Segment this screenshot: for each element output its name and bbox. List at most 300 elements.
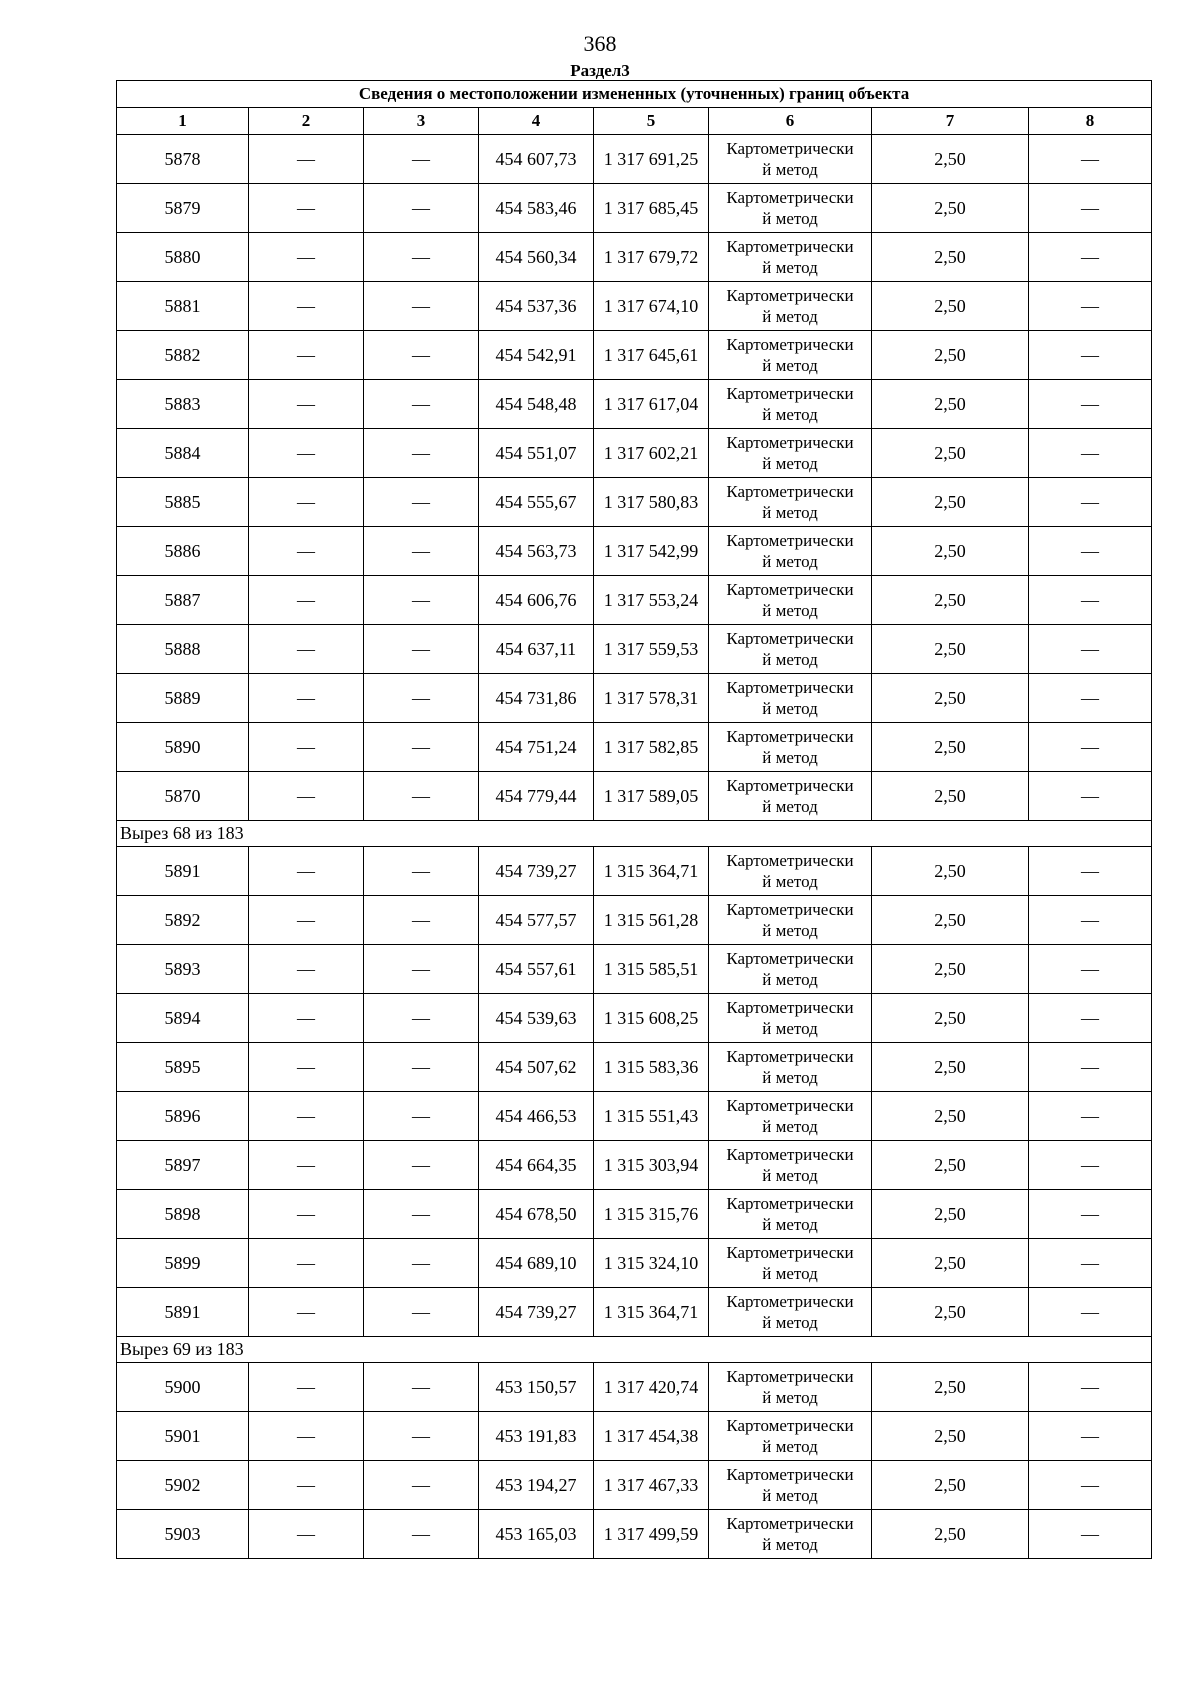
method-text: й метод <box>762 970 818 989</box>
method-text: Картометрически <box>726 998 854 1017</box>
col3-cell: — <box>364 331 479 380</box>
method-text: й метод <box>762 552 818 571</box>
method-text: Картометрически <box>726 433 854 452</box>
y-coordinate-cell: 1 317 499,59 <box>594 1510 709 1559</box>
accuracy-cell: 2,50 <box>872 478 1029 527</box>
x-coordinate-cell: 454 577,57 <box>479 896 594 945</box>
col2-cell: — <box>249 135 364 184</box>
col8-cell: — <box>1029 674 1152 723</box>
method-text: й метод <box>762 1215 818 1234</box>
method-text: й метод <box>762 405 818 424</box>
accuracy-cell: 2,50 <box>872 1510 1029 1559</box>
method-cell <box>709 1092 872 1141</box>
point-number-cell: 5879 <box>117 184 249 233</box>
x-coordinate-cell: 454 678,50 <box>479 1190 594 1239</box>
x-coordinate-cell: 454 739,27 <box>479 847 594 896</box>
y-coordinate-cell: 1 315 608,25 <box>594 994 709 1043</box>
y-coordinate-cell: 1 317 582,85 <box>594 723 709 772</box>
x-coordinate-cell: 454 583,46 <box>479 184 594 233</box>
column-header: 5 <box>594 108 709 135</box>
col3-cell: — <box>364 1092 479 1141</box>
col8-cell: — <box>1029 994 1152 1043</box>
method-text: Картометрически <box>726 139 854 158</box>
col3-cell: — <box>364 723 479 772</box>
table-row <box>117 847 1152 896</box>
method-text: Картометрически <box>726 900 854 919</box>
method-cell <box>709 945 872 994</box>
method-cell <box>709 772 872 821</box>
point-number-cell: 5883 <box>117 380 249 429</box>
table-row <box>117 994 1152 1043</box>
accuracy-cell: 2,50 <box>872 1412 1029 1461</box>
col2-cell: — <box>249 1288 364 1337</box>
table-row <box>117 896 1152 945</box>
table-row <box>117 1461 1152 1510</box>
point-number-cell: 5899 <box>117 1239 249 1288</box>
method-cell <box>709 282 872 331</box>
col2-cell: — <box>249 625 364 674</box>
x-coordinate-cell: 454 542,91 <box>479 331 594 380</box>
col8-cell: — <box>1029 429 1152 478</box>
method-cell <box>709 994 872 1043</box>
table-row <box>117 1190 1152 1239</box>
col8-cell: — <box>1029 331 1152 380</box>
y-coordinate-cell: 1 315 551,43 <box>594 1092 709 1141</box>
table-row <box>117 723 1152 772</box>
section-title: Раздел3 <box>570 61 630 80</box>
method-cell <box>709 576 872 625</box>
col3-cell: — <box>364 994 479 1043</box>
col8-cell: — <box>1029 1363 1152 1412</box>
table-body <box>117 135 1152 1559</box>
accuracy-cell: 2,50 <box>872 945 1029 994</box>
col3-cell: — <box>364 945 479 994</box>
column-header: 3 <box>364 108 479 135</box>
table-caption: Сведения о местоположении измененных (уточненных) границ объекта <box>117 81 1152 108</box>
column-header: 7 <box>872 108 1029 135</box>
method-cell <box>709 1510 872 1559</box>
col3-cell: — <box>364 282 479 331</box>
col3-cell: — <box>364 847 479 896</box>
col8-cell: — <box>1029 1190 1152 1239</box>
col8-cell: — <box>1029 1141 1152 1190</box>
x-coordinate-cell: 454 466,53 <box>479 1092 594 1141</box>
col3-cell: — <box>364 233 479 282</box>
x-coordinate-cell: 454 664,35 <box>479 1141 594 1190</box>
method-text: й метод <box>762 160 818 179</box>
y-coordinate-cell: 1 317 454,38 <box>594 1412 709 1461</box>
col8-cell: — <box>1029 1510 1152 1559</box>
point-number-cell: 5884 <box>117 429 249 478</box>
table-row <box>117 1141 1152 1190</box>
col3-cell: — <box>364 576 479 625</box>
point-number-cell: 5895 <box>117 1043 249 1092</box>
method-text: й метод <box>762 1019 818 1038</box>
accuracy-cell: 2,50 <box>872 1239 1029 1288</box>
col3-cell: — <box>364 1190 479 1239</box>
method-cell <box>709 723 872 772</box>
col2-cell: — <box>249 233 364 282</box>
table-row <box>117 945 1152 994</box>
col3-cell: — <box>364 1363 479 1412</box>
table-row <box>117 1510 1152 1559</box>
col8-cell: — <box>1029 380 1152 429</box>
table-row <box>117 282 1152 331</box>
col3-cell: — <box>364 1510 479 1559</box>
accuracy-cell: 2,50 <box>872 1288 1029 1337</box>
method-text: й метод <box>762 258 818 277</box>
col2-cell: — <box>249 1412 364 1461</box>
col2-cell: — <box>249 1190 364 1239</box>
col3-cell: — <box>364 429 479 478</box>
col8-cell: — <box>1029 1412 1152 1461</box>
col2-cell: — <box>249 772 364 821</box>
y-coordinate-cell: 1 317 589,05 <box>594 772 709 821</box>
col8-cell: — <box>1029 896 1152 945</box>
method-text: Картометрически <box>726 286 854 305</box>
y-coordinate-cell: 1 317 617,04 <box>594 380 709 429</box>
method-text: Картометрически <box>726 531 854 550</box>
cut-label: Вырез 69 из 183 <box>117 1337 1152 1363</box>
method-text: Картометрически <box>726 727 854 746</box>
method-text: й метод <box>762 356 818 375</box>
method-text: й метод <box>762 1437 818 1456</box>
x-coordinate-cell: 454 739,27 <box>479 1288 594 1337</box>
method-text: й метод <box>762 1313 818 1332</box>
method-text: Картометрически <box>726 1096 854 1115</box>
col3-cell: — <box>364 380 479 429</box>
column-header: 6 <box>709 108 872 135</box>
col8-cell: — <box>1029 478 1152 527</box>
method-text: Картометрически <box>726 1465 854 1484</box>
accuracy-cell: 2,50 <box>872 527 1029 576</box>
col2-cell: — <box>249 896 364 945</box>
table-row <box>117 625 1152 674</box>
method-cell <box>709 1288 872 1337</box>
point-number-cell: 5898 <box>117 1190 249 1239</box>
method-cell <box>709 896 872 945</box>
col2-cell: — <box>249 1239 364 1288</box>
y-coordinate-cell: 1 317 542,99 <box>594 527 709 576</box>
point-number-cell: 5890 <box>117 723 249 772</box>
method-cell <box>709 625 872 674</box>
point-number-cell: 5894 <box>117 994 249 1043</box>
y-coordinate-cell: 1 317 578,31 <box>594 674 709 723</box>
col3-cell: — <box>364 1412 479 1461</box>
x-coordinate-cell: 454 779,44 <box>479 772 594 821</box>
method-text: й метод <box>762 454 818 473</box>
col3-cell: — <box>364 772 479 821</box>
table-row <box>117 772 1152 821</box>
method-text: й метод <box>762 307 818 326</box>
column-header: 1 <box>117 108 249 135</box>
point-number-cell: 5881 <box>117 282 249 331</box>
method-text: й метод <box>762 748 818 767</box>
point-number-cell: 5902 <box>117 1461 249 1510</box>
y-coordinate-cell: 1 315 583,36 <box>594 1043 709 1092</box>
method-text: Картометрически <box>726 188 854 207</box>
col2-cell: — <box>249 429 364 478</box>
col2-cell: — <box>249 1092 364 1141</box>
table-row <box>117 429 1152 478</box>
y-coordinate-cell: 1 315 561,28 <box>594 896 709 945</box>
method-text: й метод <box>762 1486 818 1505</box>
method-text: Картометрически <box>726 1514 854 1533</box>
method-text: Картометрически <box>726 851 854 870</box>
col8-cell: — <box>1029 772 1152 821</box>
method-cell <box>709 674 872 723</box>
method-text: Картометрически <box>726 237 854 256</box>
x-coordinate-cell: 453 150,57 <box>479 1363 594 1412</box>
col3-cell: — <box>364 1239 479 1288</box>
accuracy-cell: 2,50 <box>872 625 1029 674</box>
table-row <box>117 674 1152 723</box>
col2-cell: — <box>249 331 364 380</box>
method-cell <box>709 1141 872 1190</box>
point-number-cell: 5886 <box>117 527 249 576</box>
table-row <box>117 527 1152 576</box>
accuracy-cell: 2,50 <box>872 184 1029 233</box>
accuracy-cell: 2,50 <box>872 1190 1029 1239</box>
method-text: й метод <box>762 1117 818 1136</box>
y-coordinate-cell: 1 317 553,24 <box>594 576 709 625</box>
col2-cell: — <box>249 1043 364 1092</box>
method-text: Картометрически <box>726 1367 854 1386</box>
method-text: й метод <box>762 699 818 718</box>
col3-cell: — <box>364 1288 479 1337</box>
x-coordinate-cell: 454 606,76 <box>479 576 594 625</box>
accuracy-cell: 2,50 <box>872 429 1029 478</box>
col3-cell: — <box>364 896 479 945</box>
method-text: й метод <box>762 1068 818 1087</box>
point-number-cell: 5887 <box>117 576 249 625</box>
col8-cell: — <box>1029 135 1152 184</box>
column-header: 4 <box>479 108 594 135</box>
y-coordinate-cell: 1 315 364,71 <box>594 1288 709 1337</box>
method-cell <box>709 1043 872 1092</box>
method-text: й метод <box>762 650 818 669</box>
table-row <box>117 1092 1152 1141</box>
method-text: Картометрически <box>726 678 854 697</box>
y-coordinate-cell: 1 315 303,94 <box>594 1141 709 1190</box>
method-text: Картометрически <box>726 1145 854 1164</box>
accuracy-cell: 2,50 <box>872 847 1029 896</box>
col3-cell: — <box>364 1141 479 1190</box>
col2-cell: — <box>249 847 364 896</box>
accuracy-cell: 2,50 <box>872 576 1029 625</box>
col2-cell: — <box>249 527 364 576</box>
y-coordinate-cell: 1 315 315,76 <box>594 1190 709 1239</box>
accuracy-cell: 2,50 <box>872 331 1029 380</box>
method-cell <box>709 1190 872 1239</box>
point-number-cell: 5891 <box>117 1288 249 1337</box>
col2-cell: — <box>249 1141 364 1190</box>
col8-cell: — <box>1029 1288 1152 1337</box>
col2-cell: — <box>249 723 364 772</box>
point-number-cell: 5870 <box>117 772 249 821</box>
method-text: й метод <box>762 1264 818 1283</box>
y-coordinate-cell: 1 317 645,61 <box>594 331 709 380</box>
y-coordinate-cell: 1 315 364,71 <box>594 847 709 896</box>
table-row <box>117 184 1152 233</box>
col2-cell: — <box>249 478 364 527</box>
method-text: Картометрически <box>726 580 854 599</box>
method-cell <box>709 1461 872 1510</box>
col2-cell: — <box>249 1363 364 1412</box>
x-coordinate-cell: 454 637,11 <box>479 625 594 674</box>
x-coordinate-cell: 454 563,73 <box>479 527 594 576</box>
col8-cell: — <box>1029 282 1152 331</box>
method-cell <box>709 429 872 478</box>
col2-cell: — <box>249 184 364 233</box>
column-header: 8 <box>1029 108 1152 135</box>
accuracy-cell: 2,50 <box>872 1092 1029 1141</box>
method-text: й метод <box>762 1388 818 1407</box>
table-row <box>117 478 1152 527</box>
method-text: й метод <box>762 1166 818 1185</box>
col8-cell: — <box>1029 527 1152 576</box>
x-coordinate-cell: 454 548,48 <box>479 380 594 429</box>
x-coordinate-cell: 454 537,36 <box>479 282 594 331</box>
method-text: Картометрически <box>726 949 854 968</box>
x-coordinate-cell: 454 555,67 <box>479 478 594 527</box>
cut-label-row <box>117 821 1152 847</box>
col8-cell: — <box>1029 1239 1152 1288</box>
method-cell <box>709 233 872 282</box>
col2-cell: — <box>249 576 364 625</box>
y-coordinate-cell: 1 317 420,74 <box>594 1363 709 1412</box>
point-number-cell: 5891 <box>117 847 249 896</box>
accuracy-cell: 2,50 <box>872 723 1029 772</box>
accuracy-cell: 2,50 <box>872 896 1029 945</box>
col3-cell: — <box>364 478 479 527</box>
method-text: Картометрически <box>726 1416 854 1435</box>
y-coordinate-cell: 1 317 685,45 <box>594 184 709 233</box>
method-text: й метод <box>762 921 818 940</box>
table-row <box>117 1043 1152 1092</box>
method-text: Картометрически <box>726 1292 854 1311</box>
col3-cell: — <box>364 1043 479 1092</box>
col8-cell: — <box>1029 1092 1152 1141</box>
method-cell <box>709 1412 872 1461</box>
table-row <box>117 1363 1152 1412</box>
col8-cell: — <box>1029 625 1152 674</box>
x-coordinate-cell: 453 165,03 <box>479 1510 594 1559</box>
method-text: Картометрически <box>726 1243 854 1262</box>
col8-cell: — <box>1029 723 1152 772</box>
col8-cell: — <box>1029 1043 1152 1092</box>
method-cell <box>709 527 872 576</box>
y-coordinate-cell: 1 315 585,51 <box>594 945 709 994</box>
table-row <box>117 331 1152 380</box>
method-text: Картометрически <box>726 629 854 648</box>
point-number-cell: 5903 <box>117 1510 249 1559</box>
col2-cell: — <box>249 674 364 723</box>
col2-cell: — <box>249 282 364 331</box>
point-number-cell: 5901 <box>117 1412 249 1461</box>
method-cell <box>709 380 872 429</box>
point-number-cell: 5882 <box>117 331 249 380</box>
col2-cell: — <box>249 994 364 1043</box>
y-coordinate-cell: 1 317 559,53 <box>594 625 709 674</box>
y-coordinate-cell: 1 315 324,10 <box>594 1239 709 1288</box>
x-coordinate-cell: 453 191,83 <box>479 1412 594 1461</box>
y-coordinate-cell: 1 317 467,33 <box>594 1461 709 1510</box>
method-text: Картометрически <box>726 1047 854 1066</box>
method-text: й метод <box>762 209 818 228</box>
accuracy-cell: 2,50 <box>872 380 1029 429</box>
method-cell <box>709 1239 872 1288</box>
page-number: 368 <box>583 31 617 56</box>
accuracy-cell: 2,50 <box>872 282 1029 331</box>
y-coordinate-cell: 1 317 602,21 <box>594 429 709 478</box>
column-header-row <box>117 108 1152 135</box>
point-number-cell: 5889 <box>117 674 249 723</box>
method-text: Картометрически <box>726 384 854 403</box>
col3-cell: — <box>364 1461 479 1510</box>
col2-cell: — <box>249 945 364 994</box>
point-number-cell: 5892 <box>117 896 249 945</box>
table-row <box>117 233 1152 282</box>
col8-cell: — <box>1029 847 1152 896</box>
accuracy-cell: 2,50 <box>872 674 1029 723</box>
table-row <box>117 380 1152 429</box>
point-number-cell: 5896 <box>117 1092 249 1141</box>
method-text: й метод <box>762 503 818 522</box>
method-cell <box>709 135 872 184</box>
col3-cell: — <box>364 625 479 674</box>
col8-cell: — <box>1029 576 1152 625</box>
x-coordinate-cell: 453 194,27 <box>479 1461 594 1510</box>
cut-label: Вырез 68 из 183 <box>117 821 1152 847</box>
point-number-cell: 5888 <box>117 625 249 674</box>
x-coordinate-cell: 454 539,63 <box>479 994 594 1043</box>
method-text: Картометрически <box>726 335 854 354</box>
col3-cell: — <box>364 184 479 233</box>
x-coordinate-cell: 454 551,07 <box>479 429 594 478</box>
y-coordinate-cell: 1 317 691,25 <box>594 135 709 184</box>
x-coordinate-cell: 454 751,24 <box>479 723 594 772</box>
method-text: й метод <box>762 872 818 891</box>
accuracy-cell: 2,50 <box>872 772 1029 821</box>
col2-cell: — <box>249 380 364 429</box>
accuracy-cell: 2,50 <box>872 1363 1029 1412</box>
col8-cell: — <box>1029 184 1152 233</box>
accuracy-cell: 2,50 <box>872 135 1029 184</box>
point-number-cell: 5893 <box>117 945 249 994</box>
col3-cell: — <box>364 527 479 576</box>
col3-cell: — <box>364 674 479 723</box>
x-coordinate-cell: 454 689,10 <box>479 1239 594 1288</box>
col8-cell: — <box>1029 945 1152 994</box>
point-number-cell: 5878 <box>117 135 249 184</box>
method-cell <box>709 847 872 896</box>
column-header: 2 <box>249 108 364 135</box>
method-text: й метод <box>762 601 818 620</box>
y-coordinate-cell: 1 317 679,72 <box>594 233 709 282</box>
accuracy-cell: 2,50 <box>872 1461 1029 1510</box>
method-cell <box>709 1363 872 1412</box>
method-text: й метод <box>762 797 818 816</box>
point-number-cell: 5897 <box>117 1141 249 1190</box>
table-row <box>117 1412 1152 1461</box>
cut-label-row <box>117 1337 1152 1363</box>
x-coordinate-cell: 454 560,34 <box>479 233 594 282</box>
table-row <box>117 576 1152 625</box>
accuracy-cell: 2,50 <box>872 1141 1029 1190</box>
point-number-cell: 5880 <box>117 233 249 282</box>
x-coordinate-cell: 454 507,62 <box>479 1043 594 1092</box>
